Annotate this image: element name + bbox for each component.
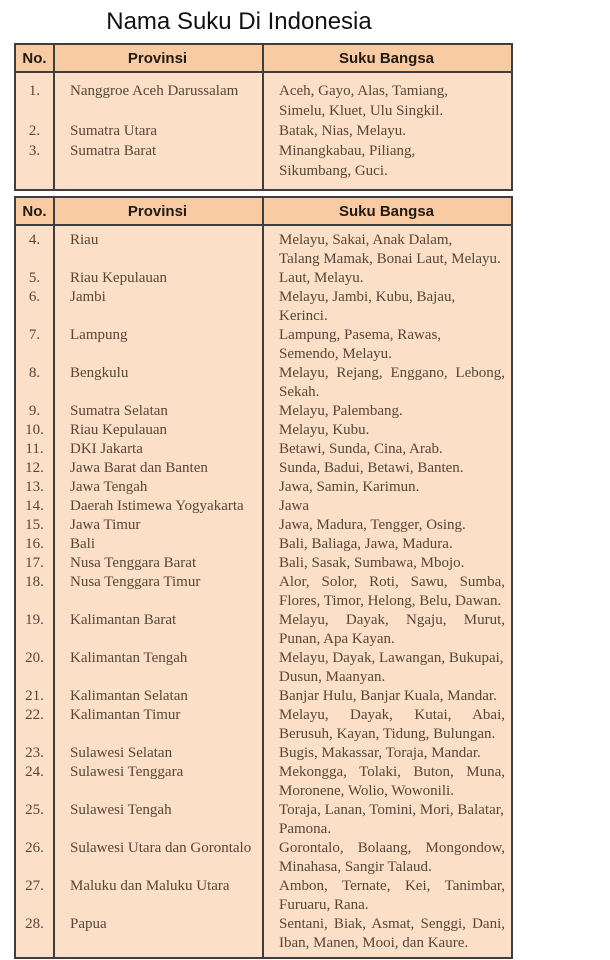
- column-header-no: No.: [22, 203, 47, 220]
- tribes-list: [262, 801, 511, 839]
- tribes-line: Bugis, Makassar, Toraja, Mandar.: [279, 745, 481, 761]
- province-name: Sulawesi Selatan: [70, 745, 173, 761]
- province-name: Riau: [70, 232, 99, 248]
- tribes-list: [262, 141, 511, 181]
- tribes-line: Bali, Sasak, Sumbawa, Mbojo.: [279, 555, 465, 571]
- tribes-line: Alor, Solor, Roti, Sawu, Sumba,: [279, 574, 505, 590]
- tribes-line: Furuaru, Rana.: [279, 897, 369, 913]
- province-name: DKI Jakarta: [70, 441, 143, 457]
- tribes-line: Kerinci.: [279, 308, 328, 324]
- column-divider: [53, 45, 55, 189]
- tribes-line: Aceh, Gayo, Alas, Tamiang,: [279, 83, 449, 99]
- province-name: Jambi: [70, 289, 106, 305]
- tribes-list: [262, 763, 511, 801]
- tribes-line: Moronene, Wolio, Wowonili.: [279, 783, 454, 799]
- tribes-line: Melayu, Jambi, Kubu, Bajau,: [279, 289, 456, 305]
- column-header-suku-bangsa: Suku Bangsa: [338, 50, 435, 67]
- tribes-line: Berusuh, Kayan, Tidung, Bulungan.: [279, 726, 496, 742]
- row-number: 21.: [25, 688, 44, 704]
- row-number: 18.: [25, 574, 44, 590]
- province-name: Sulawesi Tengah: [70, 802, 172, 818]
- row-number: 25.: [25, 802, 44, 818]
- province-name: Maluku dan Maluku Utara: [70, 878, 230, 894]
- tribes-line: Dusun, Maanyan.: [279, 669, 386, 685]
- province-name: Jawa Barat dan Banten: [70, 460, 208, 476]
- column-divider: [262, 198, 264, 957]
- tribes-list: [262, 649, 511, 687]
- province-name: Riau Kepulauan: [70, 270, 168, 286]
- tribes-line: Melayu, Dayak, Lawangan, Bukupai,: [279, 650, 504, 666]
- tribes-list: [262, 421, 511, 440]
- province-name: Sumatra Barat: [70, 143, 157, 159]
- tribes-line: Jawa, Samin, Karimun.: [279, 479, 420, 495]
- province-name: Bali: [70, 536, 95, 552]
- tribes-line: Melayu, Sakai, Anak Dalam,: [279, 232, 453, 248]
- row-number: 17.: [25, 555, 44, 571]
- tribes-list: [262, 554, 511, 573]
- tribes-list: [262, 81, 511, 121]
- tribes-list: [262, 706, 511, 744]
- province-name: Kalimantan Tengah: [70, 650, 188, 666]
- province-name: Kalimantan Selatan: [70, 688, 188, 704]
- tribes-line: Ambon, Ternate, Kei, Tanimbar,: [279, 878, 505, 894]
- tribes-line: Laut, Melayu.: [279, 270, 364, 286]
- province-name: Kalimantan Timur: [70, 707, 181, 723]
- tribes-line: Punan, Apa Kayan.: [279, 631, 395, 647]
- row-number: 27.: [25, 878, 44, 894]
- tribes-list: [262, 687, 511, 706]
- column-header-provinsi: Provinsi: [127, 50, 188, 67]
- row-number: 28.: [25, 916, 44, 932]
- tribes-line: Melayu, Dayak, Kutai, Abai,: [279, 707, 505, 723]
- tribes-line: Melayu, Dayak, Ngaju, Murut,: [279, 612, 505, 628]
- tribes-table-1: [14, 43, 513, 191]
- tribes-line: Talang Mamak, Bonai Laut, Melayu.: [279, 251, 501, 267]
- tribes-line: Gorontalo, Bolaang, Mongondow,: [279, 840, 505, 856]
- tribes-list: [262, 535, 511, 554]
- tribes-list: [262, 744, 511, 763]
- tribes-list: [262, 288, 511, 326]
- tribes-list: [262, 402, 511, 421]
- row-number: 23.: [25, 745, 44, 761]
- tribes-line: Melayu, Palembang.: [279, 403, 403, 419]
- row-number: 9.: [28, 403, 41, 419]
- tribes-line: Iban, Manen, Mooi, dan Kaure.: [279, 935, 469, 951]
- tribes-line: Sentani, Biak, Asmat, Senggi, Dani,: [279, 916, 505, 932]
- tribes-list: [262, 516, 511, 535]
- tribes-line: Pamona.: [279, 821, 332, 837]
- row-number: 4.: [28, 232, 41, 248]
- tribes-line: Melayu, Kubu.: [279, 422, 370, 438]
- tribes-list: [262, 326, 511, 364]
- row-number: 10.: [25, 422, 44, 438]
- row-number: 8.: [28, 365, 41, 381]
- tribes-list: [262, 121, 511, 141]
- row-number: 11.: [25, 441, 44, 457]
- province-name: Nanggroe Aceh Darussalam: [70, 83, 239, 99]
- row-number: 22.: [25, 707, 44, 723]
- page-title: Nama Suku Di Indonesia: [106, 8, 372, 35]
- tribes-line: Semendo, Melayu.: [279, 346, 392, 362]
- row-number: 19.: [25, 612, 44, 628]
- row-number: 2.: [28, 123, 41, 139]
- tribes-line: Melayu, Rejang, Enggano, Lebong,: [279, 365, 505, 381]
- tribes-line: Sekah.: [279, 384, 320, 400]
- province-name: Sumatra Selatan: [70, 403, 168, 419]
- tribes-line: Minahasa, Sangir Talaud.: [279, 859, 432, 875]
- province-name: Bengkulu: [70, 365, 129, 381]
- row-number: 5.: [28, 270, 41, 286]
- tribes-list: [262, 611, 511, 649]
- row-number: 14.: [25, 498, 44, 514]
- tribes-line: Sunda, Badui, Betawi, Banten.: [279, 460, 464, 476]
- row-number: 16.: [25, 536, 44, 552]
- tribes-line: Simelu, Kluet, Ulu Singkil.: [279, 103, 444, 119]
- tribes-list: [262, 440, 511, 459]
- tribes-list: [262, 877, 511, 915]
- row-number: 15.: [25, 517, 44, 533]
- row-number: 24.: [25, 764, 44, 780]
- tribes-line: Banjar Hulu, Banjar Kuala, Mandar.: [279, 688, 497, 704]
- tribes-line: Jawa, Madura, Tengger, Osing.: [279, 517, 466, 533]
- tribes-list: [262, 231, 511, 269]
- province-name: Lampung: [70, 327, 128, 343]
- province-name: Sulawesi Tenggara: [70, 764, 184, 780]
- tribes-line: Flores, Timor, Helong, Belu, Dawan.: [279, 593, 502, 609]
- row-number: 3.: [28, 143, 41, 159]
- province-name: Sulawesi Utara dan Gorontalo: [70, 840, 252, 856]
- tribes-line: Batak, Nias, Melayu.: [279, 123, 407, 139]
- row-number: 7.: [28, 327, 41, 343]
- province-name: Kalimantan Barat: [70, 612, 177, 628]
- row-number: 12.: [25, 460, 44, 476]
- tribes-list: [262, 573, 511, 611]
- province-name: Daerah Istimewa Yogyakarta: [70, 498, 244, 514]
- column-divider: [262, 45, 264, 189]
- tribes-list: [262, 459, 511, 478]
- tribes-line: Mekongga, Tolaki, Buton, Muna,: [279, 764, 505, 780]
- province-name: Sumatra Utara: [70, 123, 158, 139]
- tribes-list: [262, 478, 511, 497]
- row-number: 20.: [25, 650, 44, 666]
- row-number: 1.: [28, 83, 41, 99]
- row-number: 6.: [28, 289, 41, 305]
- column-header-suku-bangsa: Suku Bangsa: [338, 203, 435, 220]
- tribes-line: Bali, Baliaga, Jawa, Madura.: [279, 536, 453, 552]
- tribes-line: Betawi, Sunda, Cina, Arab.: [279, 441, 443, 457]
- province-name: Nusa Tenggara Timur: [70, 574, 201, 590]
- tribes-line: Minangkabau, Piliang,: [279, 143, 416, 159]
- row-number: 13.: [25, 479, 44, 495]
- tribes-line: Sikumbang, Guci.: [279, 163, 388, 179]
- column-header-provinsi: Provinsi: [127, 203, 188, 220]
- province-name: Jawa Tengah: [70, 479, 148, 495]
- tribes-list: [262, 364, 511, 402]
- tribes-list: [262, 497, 511, 516]
- row-number: 26.: [25, 840, 44, 856]
- tribes-list: [262, 915, 511, 953]
- tribes-line: Lampung, Pasema, Rawas,: [279, 327, 442, 343]
- tribes-table-2: [14, 196, 513, 959]
- province-name: Nusa Tenggara Barat: [70, 555, 197, 571]
- tribes-line: Jawa: [279, 498, 309, 514]
- column-divider: [53, 198, 55, 957]
- province-name: Riau Kepulauan: [70, 422, 168, 438]
- province-name: Jawa Timur: [70, 517, 141, 533]
- tribes-list: [262, 839, 511, 877]
- tribes-list: [262, 269, 511, 288]
- province-name: Papua: [70, 916, 107, 932]
- tribes-line: Toraja, Lanan, Tomini, Mori, Balatar,: [279, 802, 504, 818]
- column-header-no: No.: [22, 50, 47, 67]
